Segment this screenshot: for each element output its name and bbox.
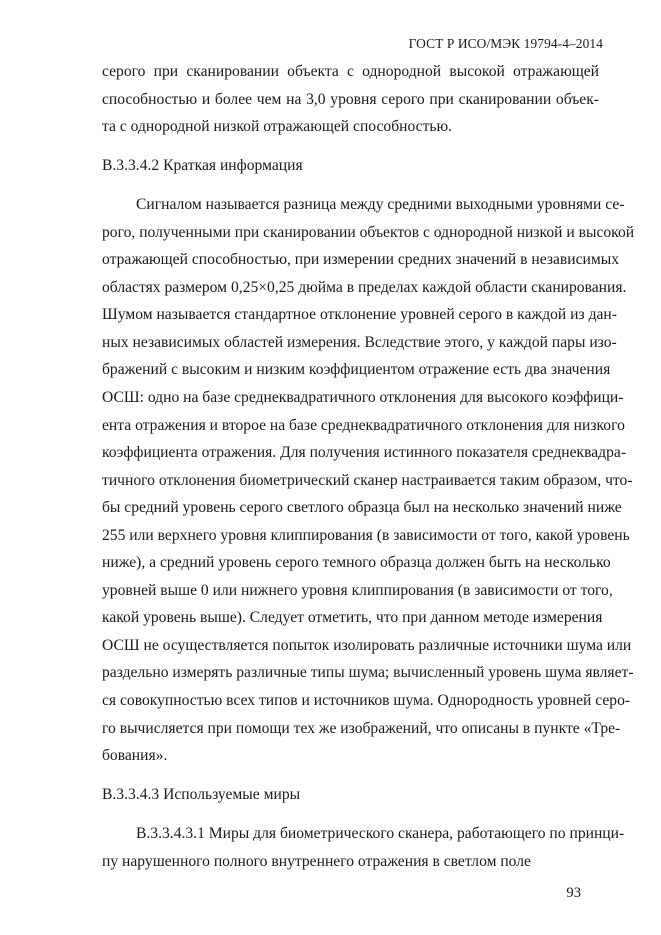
page-number: 93: [566, 885, 581, 901]
text-line: рого, полученными при сканировании объектов с однородной низкой и высокой: [102, 223, 635, 241]
text-line: го вычисляется при помощи тех же изображений, что описаны в пункте «Тре-: [102, 719, 621, 737]
text-line: отражающей способностью, при измерении средних значений в независимых: [102, 251, 620, 269]
section-heading-brief-info: B.3.3.4.2 Краткая информация: [102, 156, 303, 174]
paragraph-signal-noise: [102, 191, 635, 769]
paragraph-ftir-charts: [102, 820, 625, 875]
section-heading-test-charts: B.3.3.4.3 Используемые миры: [102, 785, 301, 803]
text-line: какой уровень выше). Следует отметить, что при данном методе измерения: [102, 609, 603, 627]
text-line: ента отражения и второе на базе среднеквадратичного отклонения для низкого: [102, 416, 625, 434]
text-line: бы средний уровень серого светлого образца был на несколько значений ниже: [102, 499, 622, 517]
text-line: ОСШ: одно на базе среднеквадратичного отклонения для высокого коэффици-: [102, 389, 624, 407]
text-line: бражений с высоким и низким коэффициентом отражение есть два значения: [102, 361, 611, 379]
text-line: раздельно измерять различные типы шума; вычисленный уровень шума являет-: [102, 664, 634, 682]
text-line: Шумом называется стандартное отклонение уровней серого в каждой из дан-: [102, 306, 617, 324]
text-line: та с однородной низкой отражающей способностью.: [102, 118, 453, 136]
text-line: серого при сканировании объекта с однородной высокой отражающей: [102, 63, 599, 80]
text-line: способностью и более чем на 3,0 уровня серого при сканировании объек-: [102, 90, 599, 108]
text-line: ных независимых областей измерения. Вследствие этого, у каждой пары изо-: [102, 333, 617, 351]
standard-header: ГОСТ Р ИСО/МЭК 19794-4–2014: [408, 36, 603, 51]
text-line: ниже), а средний уровень серого темного образца должен быть на несколько: [102, 554, 611, 572]
document-body: [102, 58, 635, 875]
text-line: Сигналом называется разница между средними выходными уровнями се-: [136, 196, 625, 214]
text-line: 255 или верхнего уровня клиппирования (в зависимости от того, какой уровень: [102, 526, 630, 544]
text-line: ОСШ не осуществляется попыток изолировать различные источники шума или: [102, 636, 632, 654]
paragraph-continuation: [102, 58, 599, 141]
text-line: бования».: [102, 747, 168, 765]
text-line: тичного отклонения биометрический сканер настраивается таким образом, что-: [102, 471, 633, 489]
text-line: уровней выше 0 или нижнего уровня клиппирования (в зависимости от того,: [102, 581, 613, 599]
text-line: пу нарушенного полного внутреннего отражения в светлом поле: [102, 852, 531, 870]
text-line: коэффициента отражения. Для получения истинного показателя среднеквадра-: [102, 444, 627, 462]
text-line: областях размером 0,25×0,25 дюйма в пределах каждой области сканирования.: [102, 278, 627, 296]
text-line: ся совокупностью всех типов и источников шума. Однородность уровней серо-: [102, 692, 631, 710]
text-line: B.3.3.4.3.1 Миры для биометрического сканера, работающего по принци-: [136, 825, 625, 843]
